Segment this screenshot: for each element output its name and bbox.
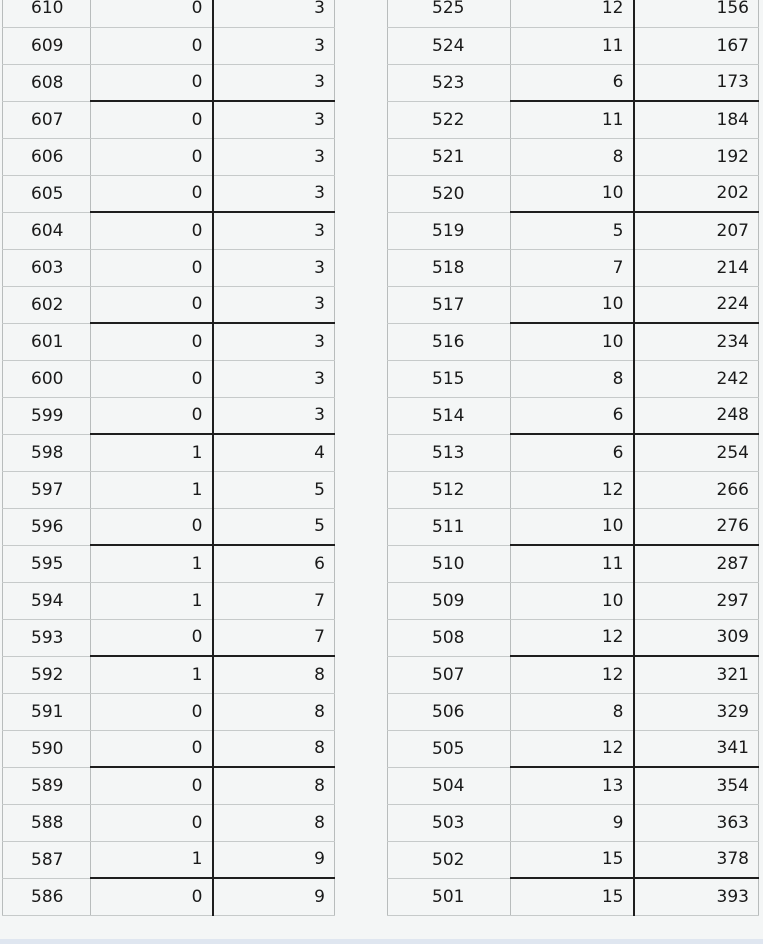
table-row xyxy=(3,360,335,397)
table-row xyxy=(388,508,759,545)
cumulative-cell: 202 xyxy=(634,175,759,212)
table-gap xyxy=(335,0,386,944)
table-row xyxy=(388,286,759,323)
score-cell: 502 xyxy=(388,841,511,878)
score-cell: 594 xyxy=(3,582,91,619)
score-cell: 503 xyxy=(388,804,511,841)
table-row xyxy=(3,767,335,804)
count-cell: 1 xyxy=(91,471,213,508)
score-cell: 607 xyxy=(3,101,91,138)
cumulative-cell: 3 xyxy=(213,397,335,434)
table-row xyxy=(3,582,335,619)
count-cell: 0 xyxy=(91,693,213,730)
cumulative-cell: 8 xyxy=(213,656,335,693)
score-cell: 509 xyxy=(388,582,511,619)
count-cell: 10 xyxy=(511,175,634,212)
cumulative-cell: 207 xyxy=(634,212,759,249)
score-table-left-body xyxy=(3,0,335,915)
cumulative-cell: 3 xyxy=(213,0,335,27)
score-cell: 505 xyxy=(388,730,511,767)
cumulative-cell: 297 xyxy=(634,582,759,619)
score-cell: 609 xyxy=(3,27,91,64)
score-cell: 516 xyxy=(388,323,511,360)
cumulative-cell: 3 xyxy=(213,138,335,175)
table-row xyxy=(388,656,759,693)
table-row xyxy=(388,397,759,434)
count-cell: 0 xyxy=(91,0,213,27)
cumulative-cell: 7 xyxy=(213,619,335,656)
score-cell: 592 xyxy=(3,656,91,693)
cumulative-cell: 393 xyxy=(634,878,759,915)
score-cell: 514 xyxy=(388,397,511,434)
count-cell: 12 xyxy=(511,0,634,27)
score-cell: 507 xyxy=(388,656,511,693)
count-cell: 12 xyxy=(511,730,634,767)
cumulative-cell: 3 xyxy=(213,175,335,212)
score-cell: 595 xyxy=(3,545,91,582)
cumulative-cell: 321 xyxy=(634,656,759,693)
count-cell: 0 xyxy=(91,360,213,397)
count-cell: 8 xyxy=(511,693,634,730)
table-row xyxy=(388,730,759,767)
table-row xyxy=(388,249,759,286)
score-cell: 521 xyxy=(388,138,511,175)
count-cell: 0 xyxy=(91,249,213,286)
score-cell: 589 xyxy=(3,767,91,804)
count-cell: 0 xyxy=(91,804,213,841)
score-cell: 511 xyxy=(388,508,511,545)
table-row xyxy=(3,434,335,471)
score-cell: 608 xyxy=(3,64,91,101)
score-cell: 597 xyxy=(3,471,91,508)
table-row xyxy=(3,693,335,730)
table-row xyxy=(388,323,759,360)
cumulative-cell: 167 xyxy=(634,27,759,64)
table-row xyxy=(3,27,335,64)
count-cell: 6 xyxy=(511,434,634,471)
score-cell: 599 xyxy=(3,397,91,434)
table-row xyxy=(3,0,335,27)
table-row xyxy=(3,138,335,175)
score-cell: 508 xyxy=(388,619,511,656)
cumulative-cell: 7 xyxy=(213,582,335,619)
table-row xyxy=(388,693,759,730)
cumulative-cell: 3 xyxy=(213,249,335,286)
count-cell: 5 xyxy=(511,212,634,249)
table-row xyxy=(3,249,335,286)
score-cell: 518 xyxy=(388,249,511,286)
count-cell: 11 xyxy=(511,27,634,64)
score-cell: 610 xyxy=(3,0,91,27)
cumulative-cell: 354 xyxy=(634,767,759,804)
cumulative-cell: 234 xyxy=(634,323,759,360)
cumulative-cell: 8 xyxy=(213,767,335,804)
count-cell: 1 xyxy=(91,434,213,471)
table-row xyxy=(3,471,335,508)
count-cell: 9 xyxy=(511,804,634,841)
score-table-right xyxy=(387,0,759,916)
cumulative-cell: 224 xyxy=(634,286,759,323)
count-cell: 0 xyxy=(91,101,213,138)
score-cell: 517 xyxy=(388,286,511,323)
table-row xyxy=(388,175,759,212)
cumulative-cell: 287 xyxy=(634,545,759,582)
cumulative-cell: 3 xyxy=(213,360,335,397)
cumulative-cell: 254 xyxy=(634,434,759,471)
count-cell: 8 xyxy=(511,138,634,175)
score-cell: 520 xyxy=(388,175,511,212)
window-bottom-edge xyxy=(0,939,763,944)
score-cell: 501 xyxy=(388,878,511,915)
score-cell: 606 xyxy=(3,138,91,175)
table-row xyxy=(3,804,335,841)
score-cell: 593 xyxy=(3,619,91,656)
cumulative-cell: 242 xyxy=(634,360,759,397)
score-cell: 602 xyxy=(3,286,91,323)
count-cell: 10 xyxy=(511,286,634,323)
table-row xyxy=(388,545,759,582)
cumulative-cell: 3 xyxy=(213,64,335,101)
score-cell: 601 xyxy=(3,323,91,360)
table-row xyxy=(3,64,335,101)
score-cell: 587 xyxy=(3,841,91,878)
table-row xyxy=(3,508,335,545)
table-row xyxy=(388,582,759,619)
table-row xyxy=(3,175,335,212)
count-cell: 0 xyxy=(91,27,213,64)
count-cell: 0 xyxy=(91,508,213,545)
count-cell: 10 xyxy=(511,508,634,545)
count-cell: 12 xyxy=(511,656,634,693)
table-row xyxy=(388,0,759,27)
cumulative-cell: 248 xyxy=(634,397,759,434)
count-cell: 0 xyxy=(91,64,213,101)
count-cell: 1 xyxy=(91,656,213,693)
count-cell: 10 xyxy=(511,323,634,360)
count-cell: 6 xyxy=(511,397,634,434)
score-cell: 515 xyxy=(388,360,511,397)
table-row xyxy=(3,619,335,656)
table-row xyxy=(3,841,335,878)
cumulative-cell: 6 xyxy=(213,545,335,582)
cumulative-cell: 3 xyxy=(213,27,335,64)
score-cell: 506 xyxy=(388,693,511,730)
cumulative-cell: 8 xyxy=(213,730,335,767)
table-row xyxy=(3,397,335,434)
table-row xyxy=(388,878,759,915)
cumulative-cell: 9 xyxy=(213,841,335,878)
cumulative-cell: 8 xyxy=(213,693,335,730)
cumulative-cell: 5 xyxy=(213,508,335,545)
table-row xyxy=(388,619,759,656)
count-cell: 11 xyxy=(511,101,634,138)
table-row xyxy=(3,323,335,360)
count-cell: 0 xyxy=(91,175,213,212)
score-cell: 590 xyxy=(3,730,91,767)
cumulative-cell: 363 xyxy=(634,804,759,841)
count-cell: 10 xyxy=(511,582,634,619)
count-cell: 0 xyxy=(91,286,213,323)
cumulative-cell: 4 xyxy=(213,434,335,471)
cumulative-cell: 156 xyxy=(634,0,759,27)
cumulative-cell: 192 xyxy=(634,138,759,175)
count-cell: 15 xyxy=(511,841,634,878)
table-row xyxy=(388,841,759,878)
table-row xyxy=(3,101,335,138)
count-cell: 1 xyxy=(91,582,213,619)
score-cell: 513 xyxy=(388,434,511,471)
table-row xyxy=(388,434,759,471)
score-cell: 591 xyxy=(3,693,91,730)
score-cell: 525 xyxy=(388,0,511,27)
cumulative-cell: 5 xyxy=(213,471,335,508)
table-row xyxy=(3,656,335,693)
cumulative-cell: 8 xyxy=(213,804,335,841)
cumulative-cell: 184 xyxy=(634,101,759,138)
count-cell: 13 xyxy=(511,767,634,804)
cumulative-cell: 9 xyxy=(213,878,335,915)
score-cell: 586 xyxy=(3,878,91,915)
score-cell: 603 xyxy=(3,249,91,286)
table-row xyxy=(388,27,759,64)
table-row xyxy=(388,138,759,175)
table-row xyxy=(3,878,335,915)
cumulative-cell: 3 xyxy=(213,101,335,138)
score-cell: 604 xyxy=(3,212,91,249)
table-row xyxy=(388,767,759,804)
count-cell: 0 xyxy=(91,767,213,804)
count-cell: 7 xyxy=(511,249,634,286)
score-cell: 504 xyxy=(388,767,511,804)
count-cell: 1 xyxy=(91,545,213,582)
count-cell: 0 xyxy=(91,397,213,434)
table-row xyxy=(3,545,335,582)
score-cell: 524 xyxy=(388,27,511,64)
cumulative-cell: 341 xyxy=(634,730,759,767)
count-cell: 8 xyxy=(511,360,634,397)
score-cell: 588 xyxy=(3,804,91,841)
cumulative-cell: 173 xyxy=(634,64,759,101)
score-cell: 596 xyxy=(3,508,91,545)
score-table-left xyxy=(2,0,335,916)
score-cell: 510 xyxy=(388,545,511,582)
table-row xyxy=(388,212,759,249)
count-cell: 6 xyxy=(511,64,634,101)
count-cell: 1 xyxy=(91,841,213,878)
cumulative-cell: 276 xyxy=(634,508,759,545)
score-cell: 523 xyxy=(388,64,511,101)
table-row xyxy=(388,804,759,841)
count-cell: 0 xyxy=(91,212,213,249)
count-cell: 12 xyxy=(511,471,634,508)
score-cell: 522 xyxy=(388,101,511,138)
table-row xyxy=(388,471,759,508)
score-cell: 605 xyxy=(3,175,91,212)
score-table-right-body xyxy=(388,0,759,915)
count-cell: 0 xyxy=(91,138,213,175)
table-row xyxy=(388,64,759,101)
table-row xyxy=(388,360,759,397)
cumulative-cell: 329 xyxy=(634,693,759,730)
cumulative-cell: 266 xyxy=(634,471,759,508)
count-cell: 0 xyxy=(91,323,213,360)
count-cell: 0 xyxy=(91,878,213,915)
count-cell: 12 xyxy=(511,619,634,656)
table-row xyxy=(3,212,335,249)
cumulative-cell: 378 xyxy=(634,841,759,878)
cumulative-cell: 3 xyxy=(213,323,335,360)
table-row xyxy=(388,101,759,138)
count-cell: 15 xyxy=(511,878,634,915)
score-cell: 512 xyxy=(388,471,511,508)
cumulative-cell: 3 xyxy=(213,286,335,323)
table-row xyxy=(3,730,335,767)
cumulative-cell: 3 xyxy=(213,212,335,249)
table-row xyxy=(3,286,335,323)
score-cell: 598 xyxy=(3,434,91,471)
count-cell: 11 xyxy=(511,545,634,582)
count-cell: 0 xyxy=(91,730,213,767)
cumulative-cell: 309 xyxy=(634,619,759,656)
cumulative-cell: 214 xyxy=(634,249,759,286)
count-cell: 0 xyxy=(91,619,213,656)
score-cell: 519 xyxy=(388,212,511,249)
score-cell: 600 xyxy=(3,360,91,397)
